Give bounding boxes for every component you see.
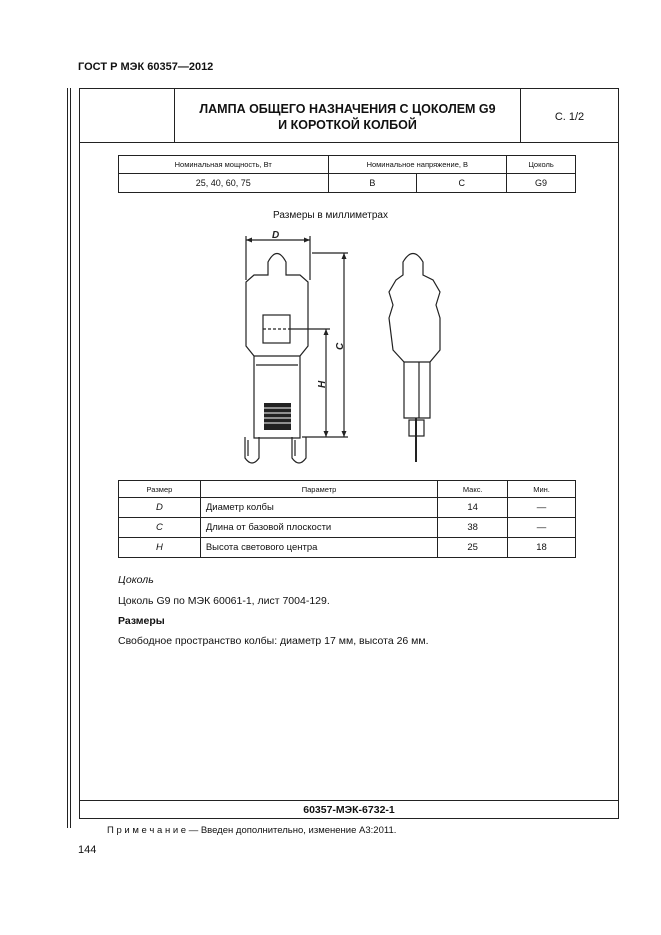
table-row bbox=[119, 538, 576, 558]
header-parameter: Параметр bbox=[200, 481, 437, 498]
footnote: П р и м е ч а н и е — Введен дополнительно, изменение А3:2011. bbox=[107, 825, 397, 836]
table-row bbox=[119, 518, 576, 538]
sheet-page-label: С. 1/2 bbox=[554, 111, 585, 123]
parameters-table bbox=[118, 480, 576, 558]
pin-right bbox=[292, 437, 306, 463]
page-number: 144 bbox=[78, 844, 97, 856]
sheet-title-line2: И КОРОТКОЙ КОЛБОЙ bbox=[278, 118, 417, 132]
cell-size: C bbox=[119, 518, 201, 538]
cell-voltage-b: В bbox=[328, 174, 417, 193]
header-size: Размер bbox=[119, 481, 201, 498]
cell-voltage-c: С bbox=[417, 174, 507, 193]
cell-size: D bbox=[119, 498, 201, 518]
cell-max: 38 bbox=[438, 518, 508, 538]
label-c: C bbox=[335, 342, 346, 350]
base-text: Цоколь G9 по МЭК 60061-1, лист 7004-129. bbox=[118, 595, 330, 607]
header-voltage: Номинальное напряжение, В bbox=[328, 156, 507, 174]
pin-left bbox=[245, 437, 259, 463]
cell-max: 25 bbox=[438, 538, 508, 558]
label-h: H bbox=[317, 380, 328, 388]
side-view-bulb bbox=[389, 254, 440, 419]
sheet-title-line1: ЛАМПА ОБЩЕГО НАЗНАЧЕНИЯ С ЦОКОЛЕМ G9 bbox=[199, 102, 496, 116]
sheet-code: 60357-МЭК-6732-1 bbox=[303, 804, 395, 816]
cell-base: G9 bbox=[507, 174, 576, 193]
dimensions-heading: Размеры bbox=[118, 615, 165, 627]
cell-power: 25, 40, 60, 75 bbox=[119, 174, 329, 193]
header-min: Мин. bbox=[508, 481, 576, 498]
cell-parameter: Диаметр колбы bbox=[200, 498, 437, 518]
header-max: Макс. bbox=[438, 481, 508, 498]
cell-min: — bbox=[508, 498, 576, 518]
cell-parameter: Высота светового центра bbox=[200, 538, 437, 558]
cell-max: 14 bbox=[438, 498, 508, 518]
dimensions-caption: Размеры в миллиметрах bbox=[273, 210, 388, 221]
dimensions-text: Свободное пространство колбы: диаметр 17 мм, высота 26 мм. bbox=[118, 635, 429, 647]
cell-size: H bbox=[119, 538, 201, 558]
cell-parameter: Длина от базовой плоскости bbox=[200, 518, 437, 538]
table-row bbox=[119, 498, 576, 518]
header-power: Номинальная мощность, Вт bbox=[119, 156, 329, 174]
document-id: ГОСТ Р МЭК 60357—2012 bbox=[78, 61, 214, 73]
cell-min: 18 bbox=[508, 538, 576, 558]
base-heading: Цоколь bbox=[118, 574, 154, 586]
base-contact-block bbox=[264, 403, 291, 430]
header-base: Цоколь bbox=[507, 156, 576, 174]
cell-min: — bbox=[508, 518, 576, 538]
label-d: D bbox=[272, 230, 280, 241]
